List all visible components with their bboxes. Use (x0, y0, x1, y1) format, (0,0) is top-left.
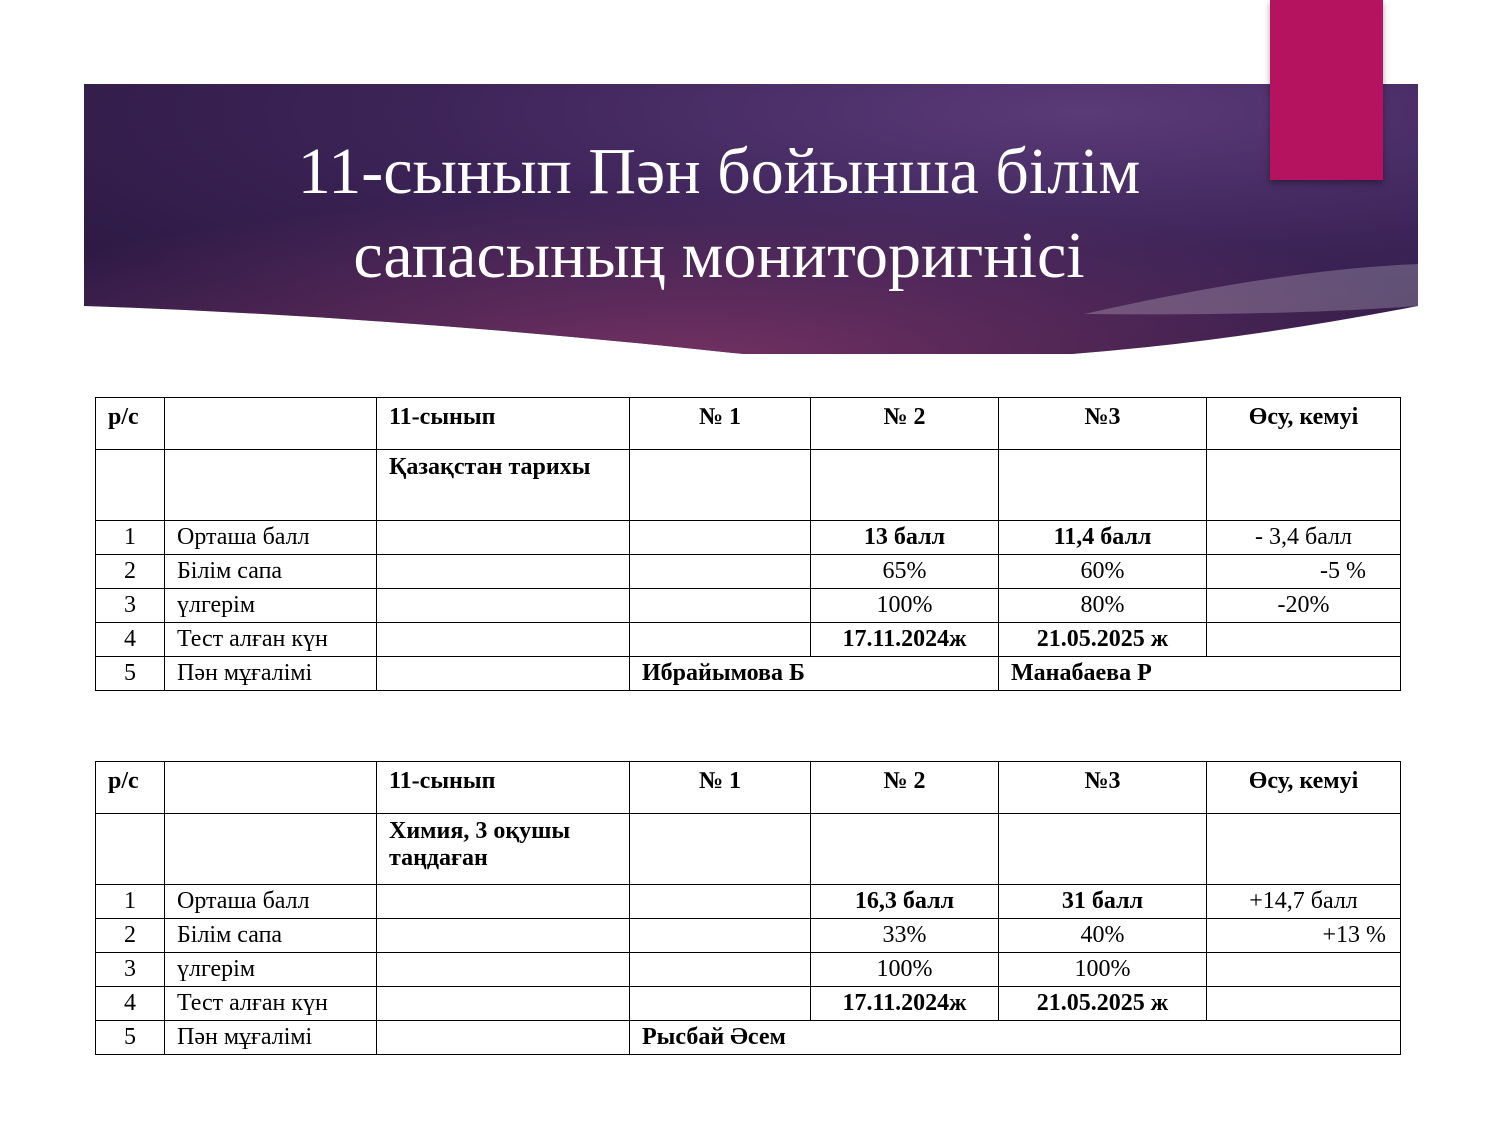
row-number: 3 (96, 953, 165, 987)
row-number: 2 (96, 919, 165, 953)
value-diff: -20% (1207, 589, 1401, 623)
value-diff (1207, 987, 1401, 1021)
value-diff: +14,7 балл (1207, 885, 1401, 919)
row-label: Орташа балл (165, 885, 377, 919)
value-diff: - 3,4 балл (1207, 521, 1401, 555)
header-cell: №3 (999, 398, 1207, 450)
title-line-1: 11-сынып Пән бойынша білім (297, 135, 1141, 208)
teacher-row (96, 657, 1401, 691)
value-n2: 17.11.2024ж (811, 987, 999, 1021)
value-n3: 21.05.2025 ж (999, 987, 1207, 1021)
row-number: 5 (96, 657, 165, 691)
row-number: 3 (96, 589, 165, 623)
row-label: үлгерім (165, 589, 377, 623)
table-row (96, 589, 1401, 623)
chemistry-table (95, 761, 1401, 1055)
value-diff (1207, 623, 1401, 657)
teacher-name-2: Манабаева Р (999, 657, 1401, 691)
value-n2: 17.11.2024ж (811, 623, 999, 657)
subject-row (96, 814, 1401, 885)
value-n2: 13 балл (811, 521, 999, 555)
title-line-2: сапасының мониторигнісі (353, 219, 1085, 292)
header-cell (165, 398, 377, 450)
table-row (96, 919, 1401, 953)
table-header-row (96, 762, 1401, 814)
row-number: 1 (96, 521, 165, 555)
table-row (96, 555, 1401, 589)
header-cell: Өсу, кемуі (1207, 398, 1401, 450)
row-label: Пән мұғалімі (165, 657, 377, 691)
value-n2: 100% (811, 589, 999, 623)
row-label: Пән мұғалімі (165, 1021, 377, 1055)
header-cell: 11-сынып (377, 762, 630, 814)
value-diff: -5 % (1207, 555, 1401, 589)
row-label: үлгерім (165, 953, 377, 987)
header-cell: № 1 (630, 398, 811, 450)
value-n3: 60% (999, 555, 1207, 589)
row-number: 5 (96, 1021, 165, 1055)
teacher-name-1: Рысбай Әсем (630, 1021, 1401, 1055)
value-n3: 31 балл (999, 885, 1207, 919)
table-header-row (96, 398, 1401, 450)
table-row (96, 987, 1401, 1021)
table-row (96, 953, 1401, 987)
subject-row (96, 450, 1401, 521)
value-diff: +13 % (1207, 919, 1401, 953)
teacher-name-1: Ибрайымова Б (630, 657, 999, 691)
value-n2: 65% (811, 555, 999, 589)
row-label: Тест алған күн (165, 987, 377, 1021)
value-n2: 16,3 балл (811, 885, 999, 919)
header-cell: № 2 (811, 398, 999, 450)
value-n3: 80% (999, 589, 1207, 623)
table-row (96, 521, 1401, 555)
row-number: 4 (96, 987, 165, 1021)
header-cell: 11-сынып (377, 398, 630, 450)
row-label: Орташа балл (165, 521, 377, 555)
row-number: 4 (96, 623, 165, 657)
value-diff (1207, 953, 1401, 987)
value-n3: 100% (999, 953, 1207, 987)
subject-name: Химия, 3 оқушы таңдаған (377, 814, 630, 885)
subject-name: Қазақстан тарихы (377, 450, 630, 521)
row-label: Білім сапа (165, 919, 377, 953)
header-cell (165, 762, 377, 814)
value-n3: 21.05.2025 ж (999, 623, 1207, 657)
header-cell: №3 (999, 762, 1207, 814)
header-cell: Өсу, кемуі (1207, 762, 1401, 814)
value-n3: 11,4 балл (999, 521, 1207, 555)
teacher-row (96, 1021, 1401, 1055)
header-cell: № 1 (630, 762, 811, 814)
history-table (95, 397, 1401, 691)
value-n2: 100% (811, 953, 999, 987)
row-number: 2 (96, 555, 165, 589)
value-n3: 40% (999, 919, 1207, 953)
table-row (96, 623, 1401, 657)
row-label: Білім сапа (165, 555, 377, 589)
table-row (96, 885, 1401, 919)
row-number: 1 (96, 885, 165, 919)
header-cell: № 2 (811, 762, 999, 814)
value-n2: 33% (811, 919, 999, 953)
slide-title (84, 130, 1354, 298)
header-cell: р/с (96, 762, 165, 814)
header-cell: р/с (96, 398, 165, 450)
row-label: Тест алған күн (165, 623, 377, 657)
